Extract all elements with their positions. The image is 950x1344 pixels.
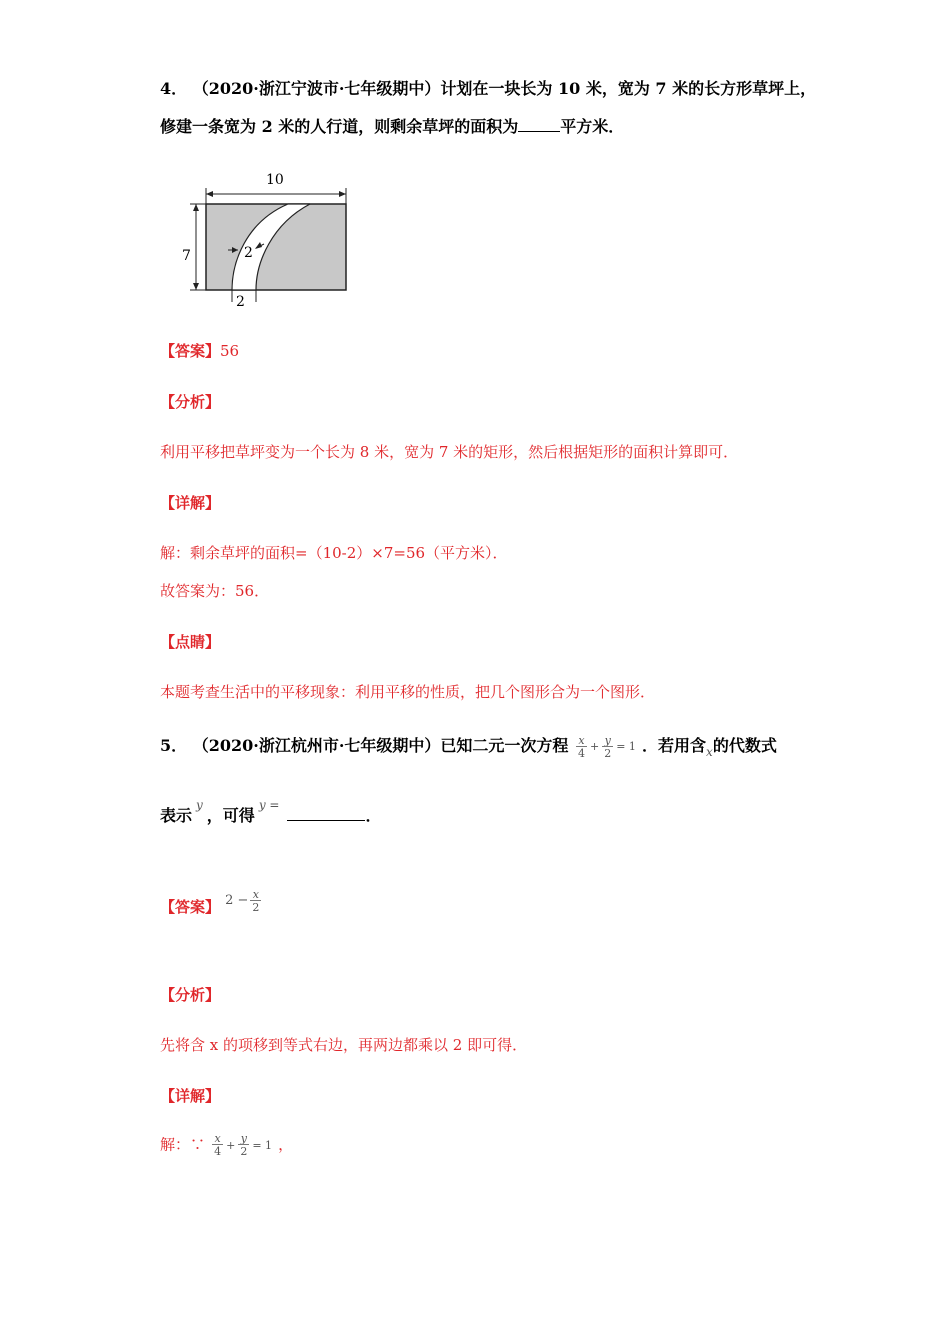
- q5-answer-label: 【答案】: [160, 898, 221, 916]
- analysis-text: 利用平移把草坪变为一个长为 8 米，宽为 7 米的矩形，然后根据矩形的面积计算即可．: [160, 443, 739, 461]
- answer-value: 56: [220, 342, 240, 360]
- lawn-figure: [176, 162, 366, 312]
- q5-analysis-label: 【分析】: [160, 986, 221, 1004]
- q4-text-line2: 修建一条宽为 2 米的人行道，则剩余草坪的面积为: [160, 117, 519, 136]
- q5-text-mid: ．若用含: [642, 736, 707, 755]
- comment-label: 【点睛】: [160, 633, 221, 651]
- q5-equation: $\frac{x}{4}$ + $\frac{y}{2}$ = 1: [578, 733, 636, 760]
- bottom-width-label: 2: [236, 294, 245, 310]
- answer-label: 【答案】: [160, 342, 221, 360]
- detail-label: 【详解】: [160, 494, 221, 512]
- q5-detail-equation: $\frac{x}{4}$ + $\frac{y}{2}$ = 1: [214, 1132, 273, 1158]
- q5-text-line2-end: ．: [365, 806, 382, 825]
- q5-detail-label: 【详解】: [160, 1087, 221, 1105]
- q5-text-line2a: 表示: [160, 806, 193, 825]
- path-width-label: 2: [244, 245, 253, 261]
- q5-answer: [160, 887, 263, 916]
- q4-line1: [160, 76, 816, 99]
- length-label: 10: [266, 172, 284, 188]
- lawn-diagram: [176, 162, 366, 312]
- q5-number: 5．: [160, 736, 188, 755]
- q5-text-end: 的代数式: [712, 736, 777, 755]
- q4-number: 4．: [160, 79, 188, 98]
- q4-line2: [160, 114, 624, 137]
- height-label: 7: [182, 248, 191, 264]
- q5-line1: [160, 733, 777, 759]
- q5-text-line1: 已知二元一次方程: [440, 736, 569, 755]
- q5-var-y: y: [196, 798, 203, 812]
- q4-text-line1: 计划在一块长为 10 米，宽为 7 米的长方形草坪上，: [440, 79, 817, 98]
- q5-answer-expr: 2 − $\frac{x}{2}$: [225, 887, 260, 914]
- q5-source: （2020·浙江杭州市·七年级期中）: [192, 736, 441, 755]
- detail-line-2: 故答案为：56．: [160, 582, 270, 600]
- analysis-label: 【分析】: [160, 393, 221, 411]
- q4-source: （2020·浙江宁波市·七年级期中）: [192, 79, 441, 98]
- q5-var-x: x: [706, 745, 713, 759]
- q4-answer-blank: [518, 131, 560, 132]
- detail-line-1: 解：剩余草坪的面积=（10-2）×7=56（平方米）．: [160, 544, 508, 562]
- q4-text-line2-end: 平方米．: [560, 117, 625, 136]
- q5-detail-line: [160, 1133, 293, 1157]
- q5-answer-blank: [287, 820, 365, 821]
- q5-analysis-text: 先将含 x 的项移到等式右边，再两边都乘以 2 即可得．: [160, 1036, 528, 1054]
- comment-text: 本题考查生活中的平移现象：利用平移的性质，把几个图形合为一个图形．: [160, 683, 656, 701]
- q5-detail-suffix: ，: [278, 1135, 294, 1154]
- q5-text-line2b: ，可得: [206, 806, 255, 825]
- q5-lhs: y =: [258, 798, 280, 812]
- q4-answer: [160, 340, 239, 361]
- q5-line2: [160, 798, 382, 826]
- q5-detail-prefix: 解：∵: [160, 1135, 206, 1154]
